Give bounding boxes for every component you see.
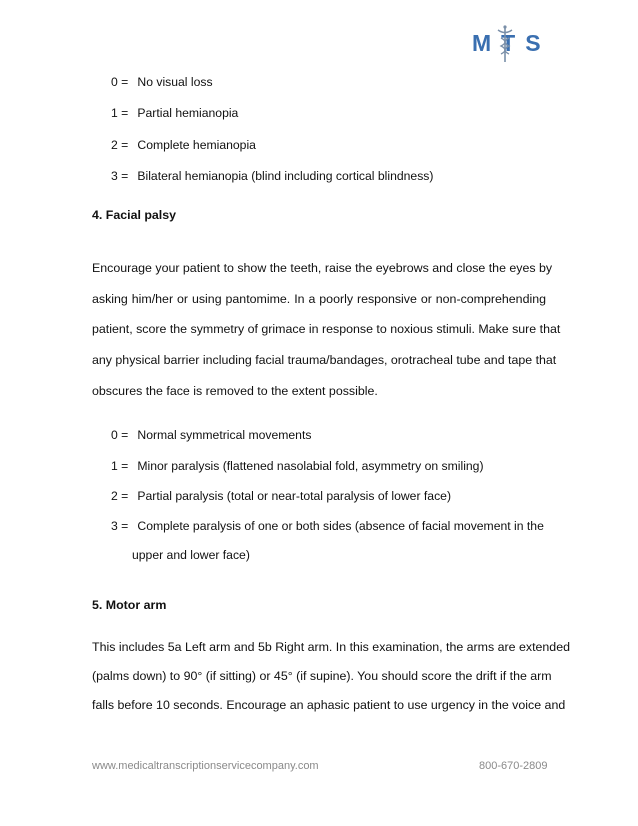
scale-item: [111, 137, 256, 153]
scale-number: 2 =: [111, 489, 129, 503]
scale-text: No visual loss: [137, 75, 213, 89]
scale-text: Partial paralysis (total or near-total paralysis of lower face): [137, 489, 452, 503]
scale-number: 1 =: [111, 459, 129, 473]
paragraph-line: Encourage your patient to show the teeth, raise the eyebrows and close the eyes by: [92, 261, 553, 275]
scale-number: 0 =: [111, 428, 129, 442]
scale-item: [111, 74, 213, 90]
scale-number: 0 =: [111, 75, 129, 89]
paragraph-line: patient, score the symmetry of grimace in response to noxious stimuli. Make sure that: [92, 322, 561, 336]
scale-item: [111, 518, 544, 534]
caduceus-icon: [496, 24, 514, 64]
scale-continuation: upper and lower face): [132, 548, 250, 562]
scale-item: [111, 458, 484, 474]
scale-number: 2 =: [111, 138, 129, 152]
scale-number: 3 =: [111, 519, 129, 533]
scale-item: [111, 488, 451, 504]
scale-text: Bilateral hemianopia (blind including cortical blindness): [137, 169, 434, 183]
footer-website: www.medicaltranscriptionservicecompany.com: [92, 760, 319, 772]
scale-text: Normal symmetrical movements: [137, 428, 312, 442]
logo-text: MTS: [472, 30, 551, 56]
scale-number: 1 =: [111, 106, 129, 120]
section-heading: 5. Motor arm: [92, 598, 167, 612]
section-heading: 4. Facial palsy: [92, 208, 177, 222]
paragraph-line: asking him/her or using pantomime. In a poorly responsive or non-comprehending: [92, 292, 546, 306]
scale-text: Complete paralysis of one or both sides (absence of facial movement in the: [137, 519, 544, 533]
paragraph-line: obscures the face is removed to the extent possible.: [92, 384, 378, 398]
company-logo: [472, 24, 551, 66]
scale-text: Partial hemianopia: [137, 106, 239, 120]
paragraph-line: This includes 5a Left arm and 5b Right arm. In this examination, the arms are extended: [92, 640, 570, 654]
scale-text: Minor paralysis (flattened nasolabial fold, asymmetry on smiling): [137, 459, 484, 473]
paragraph-line: any physical barrier including facial trauma/bandages, orotracheal tube and tape that: [92, 353, 557, 367]
scale-item: [111, 427, 311, 443]
scale-item: [111, 168, 433, 184]
scale-number: 3 =: [111, 169, 129, 183]
paragraph-line: (palms down) to 90° (if sitting) or 45° (if supine). You should score the drift if the arm: [92, 669, 552, 683]
footer-phone: 800-670-2809: [479, 760, 548, 772]
scale-item: [111, 105, 238, 121]
scale-text: Complete hemianopia: [137, 138, 256, 152]
paragraph-line: falls before 10 seconds. Encourage an aphasic patient to use urgency in the voice and: [92, 698, 566, 712]
